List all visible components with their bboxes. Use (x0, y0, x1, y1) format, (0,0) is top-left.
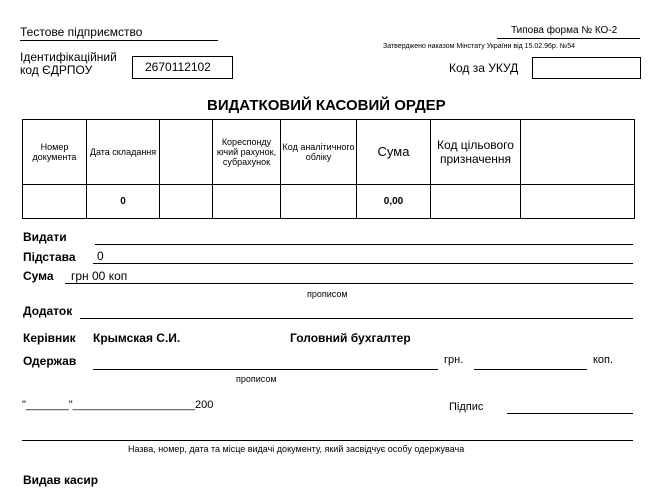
suma-line (65, 283, 633, 284)
company-name: Тестове підприємство (20, 25, 143, 39)
col-header-corr-account: Кореспонду ючий рахунок, субрахунок (213, 120, 281, 185)
cell-purpose-code[interactable] (431, 185, 521, 219)
oderzhav-line[interactable] (93, 369, 438, 370)
ukud-code-box[interactable] (532, 57, 641, 79)
dodatok-label: Додаток (23, 304, 73, 318)
table-header-row (23, 120, 635, 185)
edrpou-label (20, 51, 117, 77)
suma-value[interactable]: грн 00 коп (71, 269, 128, 283)
table-row (23, 185, 635, 219)
form-label-underline (497, 38, 640, 39)
date-template[interactable]: "_______"____________________200 (22, 399, 214, 411)
doc-info-line[interactable] (22, 440, 633, 441)
edrpou-code: 2670112102 (145, 60, 211, 74)
pidpys-label: Підпис (449, 401, 484, 413)
edrpou-code-box[interactable] (132, 56, 233, 79)
propysom-caption-2: прописом (236, 374, 277, 384)
pidpys-line[interactable] (507, 413, 633, 414)
cell-analytic-code[interactable] (281, 185, 357, 219)
vydaty-line (95, 244, 633, 245)
cell-blank[interactable] (160, 185, 213, 219)
pidstava-label: Підстава (23, 250, 76, 264)
kerivnyk-name: Крымская С.И. (93, 331, 181, 345)
propysom-caption-1: прописом (307, 289, 348, 299)
approval-note: Затверджено наказом Мінстату України від 15.02.96р. №54 (383, 43, 575, 50)
pidstava-line (93, 263, 633, 264)
edrpou-label-line2: код ЄДРПОУ (20, 63, 93, 77)
col-header-extra (521, 120, 635, 185)
grn-label: грн. (444, 354, 464, 366)
cell-extra[interactable] (521, 185, 635, 219)
col-header-sum: Сума (357, 120, 431, 185)
col-header-doc-number: Номер документа (23, 120, 87, 185)
vydaty-label: Видати (23, 230, 67, 244)
col-header-analytic-code: Код аналітичного обліку (281, 120, 357, 185)
cell-doc-number[interactable] (23, 185, 87, 219)
doc-caption: Назва, номер, дата та місце видачі документу, який засвідчує особу одержувача (128, 444, 465, 454)
suma-label: Сума (23, 269, 54, 283)
order-table (22, 119, 635, 219)
edrpou-label-line1: Ідентифікаційний (20, 50, 117, 64)
cell-sum[interactable]: 0,00 (357, 185, 431, 219)
kasyr-label: Видав касир (23, 473, 99, 487)
col-header-blank (160, 120, 213, 185)
kop-amount-line[interactable] (474, 369, 587, 370)
col-header-date: Дата складання (87, 120, 160, 185)
kerivnyk-label: Керівник (23, 331, 76, 345)
buhgalter-label: Головний бухгалтер (290, 331, 411, 345)
cell-corr-account[interactable] (213, 185, 281, 219)
form-label: Типова форма № КО-2 (511, 25, 618, 36)
page-title: ВИДАТКОВИЙ КАСОВИЙ ОРДЕР (207, 97, 446, 114)
ukud-label: Код за УКУД (449, 61, 519, 75)
cell-date[interactable]: 0 (87, 185, 160, 219)
kop-label: коп. (593, 354, 614, 366)
pidstava-value[interactable]: 0 (97, 249, 104, 263)
oderzhav-label: Одержав (23, 354, 77, 368)
company-name-underline (20, 40, 218, 41)
col-header-purpose-code: Код цільового призначення (431, 120, 521, 185)
dodatok-line (80, 318, 633, 319)
